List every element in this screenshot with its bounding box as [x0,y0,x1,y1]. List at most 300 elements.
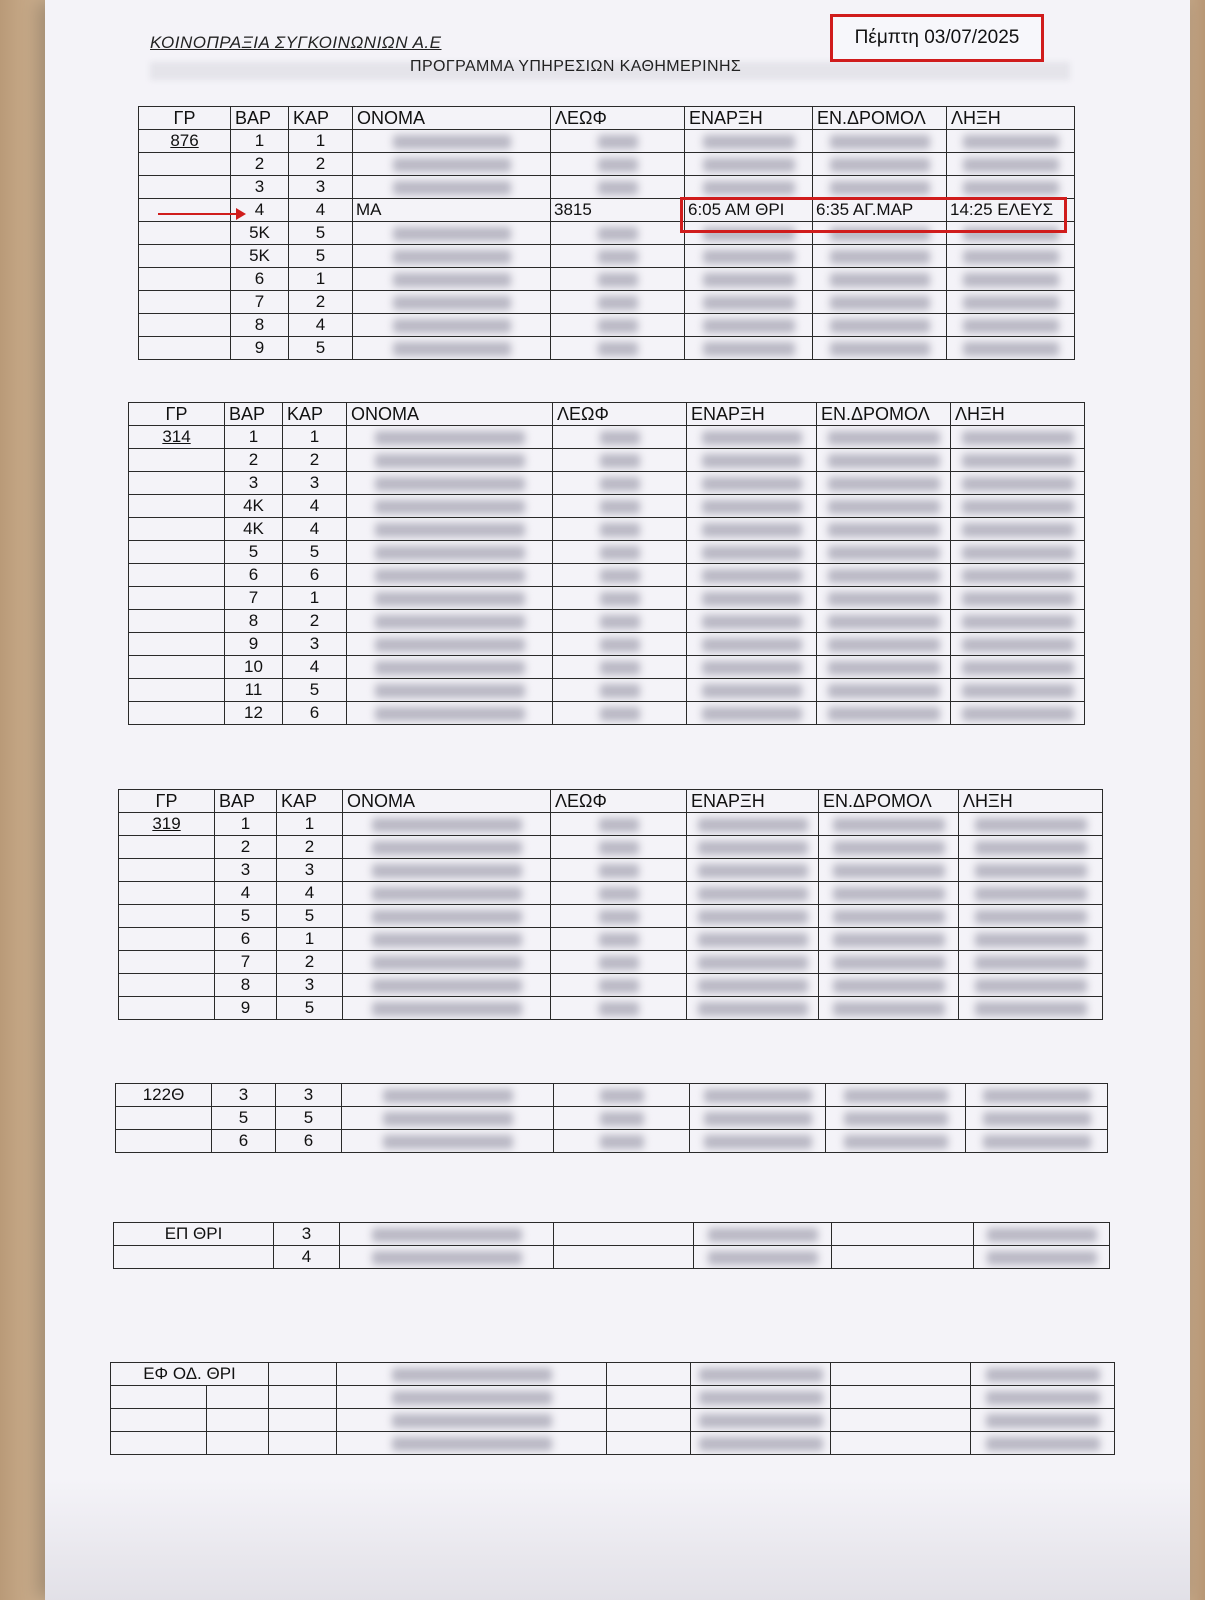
end-cell-redacted [951,610,1085,633]
route-start-cell-redacted [817,564,951,587]
redacted-block [392,1368,552,1382]
redacted-block [599,933,639,947]
redacted-block [828,569,940,583]
name-cell-redacted [353,153,551,176]
group-cell [111,1386,207,1409]
end-cell-redacted [951,679,1085,702]
group-cell [111,1432,207,1455]
redacted-block [375,661,525,675]
redacted-block [375,454,525,468]
group-cell [207,1432,269,1455]
end-cell-redacted [959,974,1103,997]
table-row [139,291,1075,314]
table-row [111,1409,1115,1432]
redacted-block [703,296,795,310]
route-start-cell-redacted [813,176,947,199]
table-row [119,974,1103,997]
redacted-block [830,319,930,333]
redacted-block [833,1002,945,1016]
redacted-block [702,707,802,721]
start-cell-redacted [687,426,817,449]
redacted-block [962,661,1074,675]
group-cell [129,610,225,633]
redacted-block [600,454,640,468]
redacted-block [986,1391,1100,1405]
route-start-cell-redacted [819,997,959,1020]
bus-cell-redacted [553,564,687,587]
redacted-block [975,864,1087,878]
redacted-block [962,500,1074,514]
group-cell [129,702,225,725]
col-name: ΟΝΟΜΑ [353,107,551,130]
end-cell-redacted [971,1432,1115,1455]
group-number: 122Θ [116,1084,212,1107]
redacted-block [830,135,930,149]
table-header-row [119,790,1103,813]
redacted-block [375,523,525,537]
route-start-cell-redacted [813,337,947,360]
table-row [114,1223,1110,1246]
bus-cell-redacted [551,245,685,268]
route-start-cell-redacted [813,130,947,153]
redacted-block [963,319,1059,333]
route-start-cell-redacted [813,245,947,268]
bus-cell-redacted [553,518,687,541]
group-cell [119,974,215,997]
table-row [129,679,1085,702]
table-row [129,518,1085,541]
redacted-block [962,523,1074,537]
redacted-block [698,933,808,947]
redacted-block [844,1112,948,1126]
table-row [129,610,1085,633]
table-row [119,951,1103,974]
start-cell-redacted [687,997,819,1020]
end-cell-redacted [959,928,1103,951]
group-cell [139,268,231,291]
table-row [139,176,1075,199]
kar-cell: 2 [283,449,347,472]
table-row [119,928,1103,951]
start-cell-redacted [685,268,813,291]
redacted-block [962,615,1074,629]
redacted-block [600,431,640,445]
redacted-block [702,523,802,537]
kar-cell: 6 [283,702,347,725]
group-cell [119,882,215,905]
col-var: ΒΑΡ [231,107,289,130]
redacted-block [828,684,940,698]
start-cell-redacted [687,882,819,905]
end-cell-redacted [959,859,1103,882]
group-cell [119,997,215,1020]
redacted-block [375,546,525,560]
name-cell-redacted [347,679,553,702]
start-cell-redacted [690,1130,826,1153]
var-cell: 11 [225,679,283,702]
col-kar: ΚΑΡ [277,790,343,813]
col-start: ΕΝΑΡΞΗ [687,790,819,813]
var-cell: 9 [231,337,289,360]
var-cell: 4Κ [225,495,283,518]
redacted-block [833,818,945,832]
route-start-cell-redacted [813,153,947,176]
redacted-block [708,1251,818,1265]
redacted-block [375,569,525,583]
group-cell [129,633,225,656]
end-cell-redacted [951,495,1085,518]
var-cell: 9 [215,997,277,1020]
redacted-block [702,454,802,468]
redacted-block [830,273,930,287]
route-start-cell-redacted [817,495,951,518]
col-name: ΟΝΟΜΑ [347,403,553,426]
route-start-cell [831,1363,971,1386]
redacted-block [599,864,639,878]
group-cell [139,245,231,268]
group-cell [116,1130,212,1153]
name-cell-redacted [337,1386,607,1409]
end-cell-redacted [951,426,1085,449]
redacted-block [975,1002,1087,1016]
bus-cell-redacted [554,1084,690,1107]
name-cell-redacted [353,337,551,360]
kar-cell: 1 [283,587,347,610]
start-cell-redacted [691,1386,831,1409]
end-cell-redacted [951,702,1085,725]
end-cell-redacted [947,291,1075,314]
start-cell-redacted [687,541,817,564]
var-cell: 2 [225,449,283,472]
var-cell: 5 [215,905,277,928]
kar-cell: 1 [277,813,343,836]
redacted-block [375,431,525,445]
start-cell-redacted [691,1409,831,1432]
redacted-block [698,910,808,924]
redacted-block [375,615,525,629]
redacted-block [372,910,522,924]
redacted-block [703,135,795,149]
group-cell [129,472,225,495]
redacted-block [703,319,795,333]
kar-cell: 5 [289,222,353,245]
redacted-block [699,1391,823,1405]
start-cell-redacted [687,495,817,518]
table-row [129,633,1085,656]
end-cell-redacted [947,153,1075,176]
end-cell-redacted [951,564,1085,587]
route-start-cell-redacted [817,702,951,725]
name-cell-redacted [343,882,551,905]
group-cell [129,541,225,564]
redacted-block [599,818,639,832]
redacted-block [962,477,1074,491]
bus-cell-redacted [551,222,685,245]
redacted-block [598,296,638,310]
redacted-block [375,707,525,721]
bus-cell-redacted [551,882,687,905]
var-cell: 5 [212,1107,276,1130]
kar-cell: 5 [276,1107,342,1130]
end-cell-redacted [947,245,1075,268]
group-number: 319 [119,813,215,836]
group-cell [139,176,231,199]
route-start-cell-redacted [813,291,947,314]
redacted-block [393,181,511,195]
var-cell: 3 [231,176,289,199]
redacted-block [372,1228,522,1242]
redacted-block [830,158,930,172]
bus-cell-redacted [553,656,687,679]
name-cell-redacted [343,859,551,882]
start-cell-redacted [685,337,813,360]
table-row [116,1084,1108,1107]
redacted-block [828,638,940,652]
start-cell-redacted [685,291,813,314]
redacted-block [599,956,639,970]
redacted-block [986,1414,1100,1428]
redacted-block [703,273,795,287]
group-cell [129,587,225,610]
table-row [139,153,1075,176]
end-cell-redacted [959,882,1103,905]
col-var: ΒΑΡ [225,403,283,426]
bus-cell-redacted [553,495,687,518]
redacted-block [375,477,525,491]
name-cell-redacted [342,1107,554,1130]
bus-cell-redacted [553,449,687,472]
group-cell [129,679,225,702]
bus-cell [554,1223,694,1246]
kar-cell [269,1432,337,1455]
bus-cell-redacted [551,291,685,314]
table-header-row [139,107,1075,130]
group-cell [129,449,225,472]
col-gr: ΓΡ [129,403,225,426]
redacted-block [599,841,639,855]
start-cell-redacted [691,1432,831,1455]
redacted-block [963,296,1059,310]
redacted-block [828,546,940,560]
bus-cell-redacted [551,130,685,153]
schedule-table-319 [118,789,1103,1020]
start-cell-redacted [687,656,817,679]
schedule-table-ep [113,1222,1110,1269]
kar-cell: 2 [277,836,343,859]
table-row [139,314,1075,337]
kar-cell: 5 [277,997,343,1020]
redacted-block [698,1002,808,1016]
name-cell-redacted [347,495,553,518]
redacted-block [986,1368,1100,1382]
bus-cell [607,1409,691,1432]
bus-cell-redacted [551,176,685,199]
redacted-block [600,707,640,721]
start-cell-redacted [690,1107,826,1130]
start-cell-redacted [687,905,819,928]
bus-cell [607,1386,691,1409]
route-start-cell-redacted [817,449,951,472]
redacted-block [702,615,802,629]
name-cell-redacted [347,564,553,587]
route-start-cell [831,1386,971,1409]
redacted-block [702,431,802,445]
schedule-table-314 [128,402,1085,725]
table-row [116,1130,1108,1153]
col-end: ΛΗΞΗ [947,107,1075,130]
row-highlight-box [680,197,1067,233]
kar-cell [269,1386,337,1409]
redacted-block [962,569,1074,583]
redacted-block [598,227,638,241]
kar-cell: 4 [289,199,353,222]
redacted-block [600,1112,644,1126]
col-bus: ΛΕΩΦ [551,107,685,130]
bus-cell [607,1363,691,1386]
end-cell-redacted [951,518,1085,541]
date-text: Πέμπτη 03/07/2025 [854,27,1020,48]
name-cell-redacted [343,951,551,974]
route-start-cell [832,1223,974,1246]
name-cell-redacted [342,1130,554,1153]
table-row [119,813,1103,836]
table-row [111,1363,1115,1386]
redacted-block [393,273,511,287]
bus-cell [607,1432,691,1455]
group-cell [114,1246,274,1269]
redacted-block [702,477,802,491]
redacted-block [600,638,640,652]
end-cell-redacted [966,1107,1108,1130]
redacted-block [962,638,1074,652]
var-cell: 7 [225,587,283,610]
name-cell-redacted [347,702,553,725]
redacted-block [830,342,930,356]
redacted-block [698,887,808,901]
var-cell: 10 [225,656,283,679]
redacted-block [600,523,640,537]
group-cell [129,656,225,679]
redacted-block [392,1437,552,1451]
bus-cell-redacted [553,541,687,564]
redacted-block [598,319,638,333]
var-cell: 7 [231,291,289,314]
route-start-cell-redacted [819,836,959,859]
name-cell: ΜΑ [353,199,551,222]
kar-cell: 6 [276,1130,342,1153]
route-start-cell-redacted [819,928,959,951]
table-row [129,702,1085,725]
end-cell-redacted [971,1409,1115,1432]
end-cell-redacted [951,587,1085,610]
table-row [114,1246,1110,1269]
name-cell-redacted [337,1363,607,1386]
route-start-cell-redacted [813,314,947,337]
redacted-block [963,181,1059,195]
redacted-block [703,181,795,195]
var-cell: 3 [225,472,283,495]
end-cell-redacted [951,541,1085,564]
var-cell: 3 [212,1084,276,1107]
bus-cell-redacted [553,610,687,633]
redacted-block [975,818,1087,832]
redacted-block [383,1089,513,1103]
kar-cell: 5 [283,541,347,564]
redacted-block [393,227,511,241]
redacted-block [962,431,1074,445]
redacted-block [372,979,522,993]
group-cell [119,859,215,882]
start-cell-redacted [687,587,817,610]
name-cell-redacted [347,633,553,656]
redacted-block [828,500,940,514]
group-cell [139,314,231,337]
redacted-block [698,956,808,970]
redacted-block [704,1112,812,1126]
redacted-block [828,454,940,468]
redacted-block [393,342,511,356]
col-kar: ΚΑΡ [289,107,353,130]
table-row [129,449,1085,472]
schedule-table-876 [138,106,1075,360]
redacted-block [986,1437,1100,1451]
name-cell-redacted [343,813,551,836]
route-start-cell-redacted [819,905,959,928]
redacted-block [699,1437,823,1451]
name-cell-redacted [353,268,551,291]
route-start-cell-redacted [819,859,959,882]
redacted-block [372,818,522,832]
table-row [129,541,1085,564]
red-arrow-icon [158,213,238,215]
redacted-block [600,1089,644,1103]
start-cell-redacted [687,472,817,495]
kar-cell: 1 [283,426,347,449]
name-cell-redacted [353,291,551,314]
end-cell-redacted [947,176,1075,199]
kar-cell: 3 [277,859,343,882]
redacted-block [599,910,639,924]
route-start-cell-redacted [826,1084,966,1107]
start-cell-redacted [687,974,819,997]
group-cell [207,1409,269,1432]
group-cell [119,951,215,974]
kar-cell: 1 [277,928,343,951]
bus-cell-redacted [553,472,687,495]
group-cell [116,1107,212,1130]
kar-cell: 4 [289,314,353,337]
redacted-block [698,864,808,878]
table-row [119,836,1103,859]
table-row [139,337,1075,360]
var-cell: 6 [215,928,277,951]
col-name: ΟΝΟΜΑ [343,790,551,813]
col-end: ΛΗΞΗ [959,790,1103,813]
route-start-cell-redacted [817,587,951,610]
bus-cell-redacted [554,1107,690,1130]
redacted-block [833,864,945,878]
start-cell-redacted [687,679,817,702]
redacted-block [600,592,640,606]
route-start-cell-redacted [813,268,947,291]
route-start-cell-redacted [817,472,951,495]
kar-cell [269,1363,337,1386]
redacted-block [392,1391,552,1405]
end-cell-redacted [947,268,1075,291]
redacted-block [372,841,522,855]
redacted-block [844,1135,948,1149]
name-cell-redacted [343,928,551,951]
